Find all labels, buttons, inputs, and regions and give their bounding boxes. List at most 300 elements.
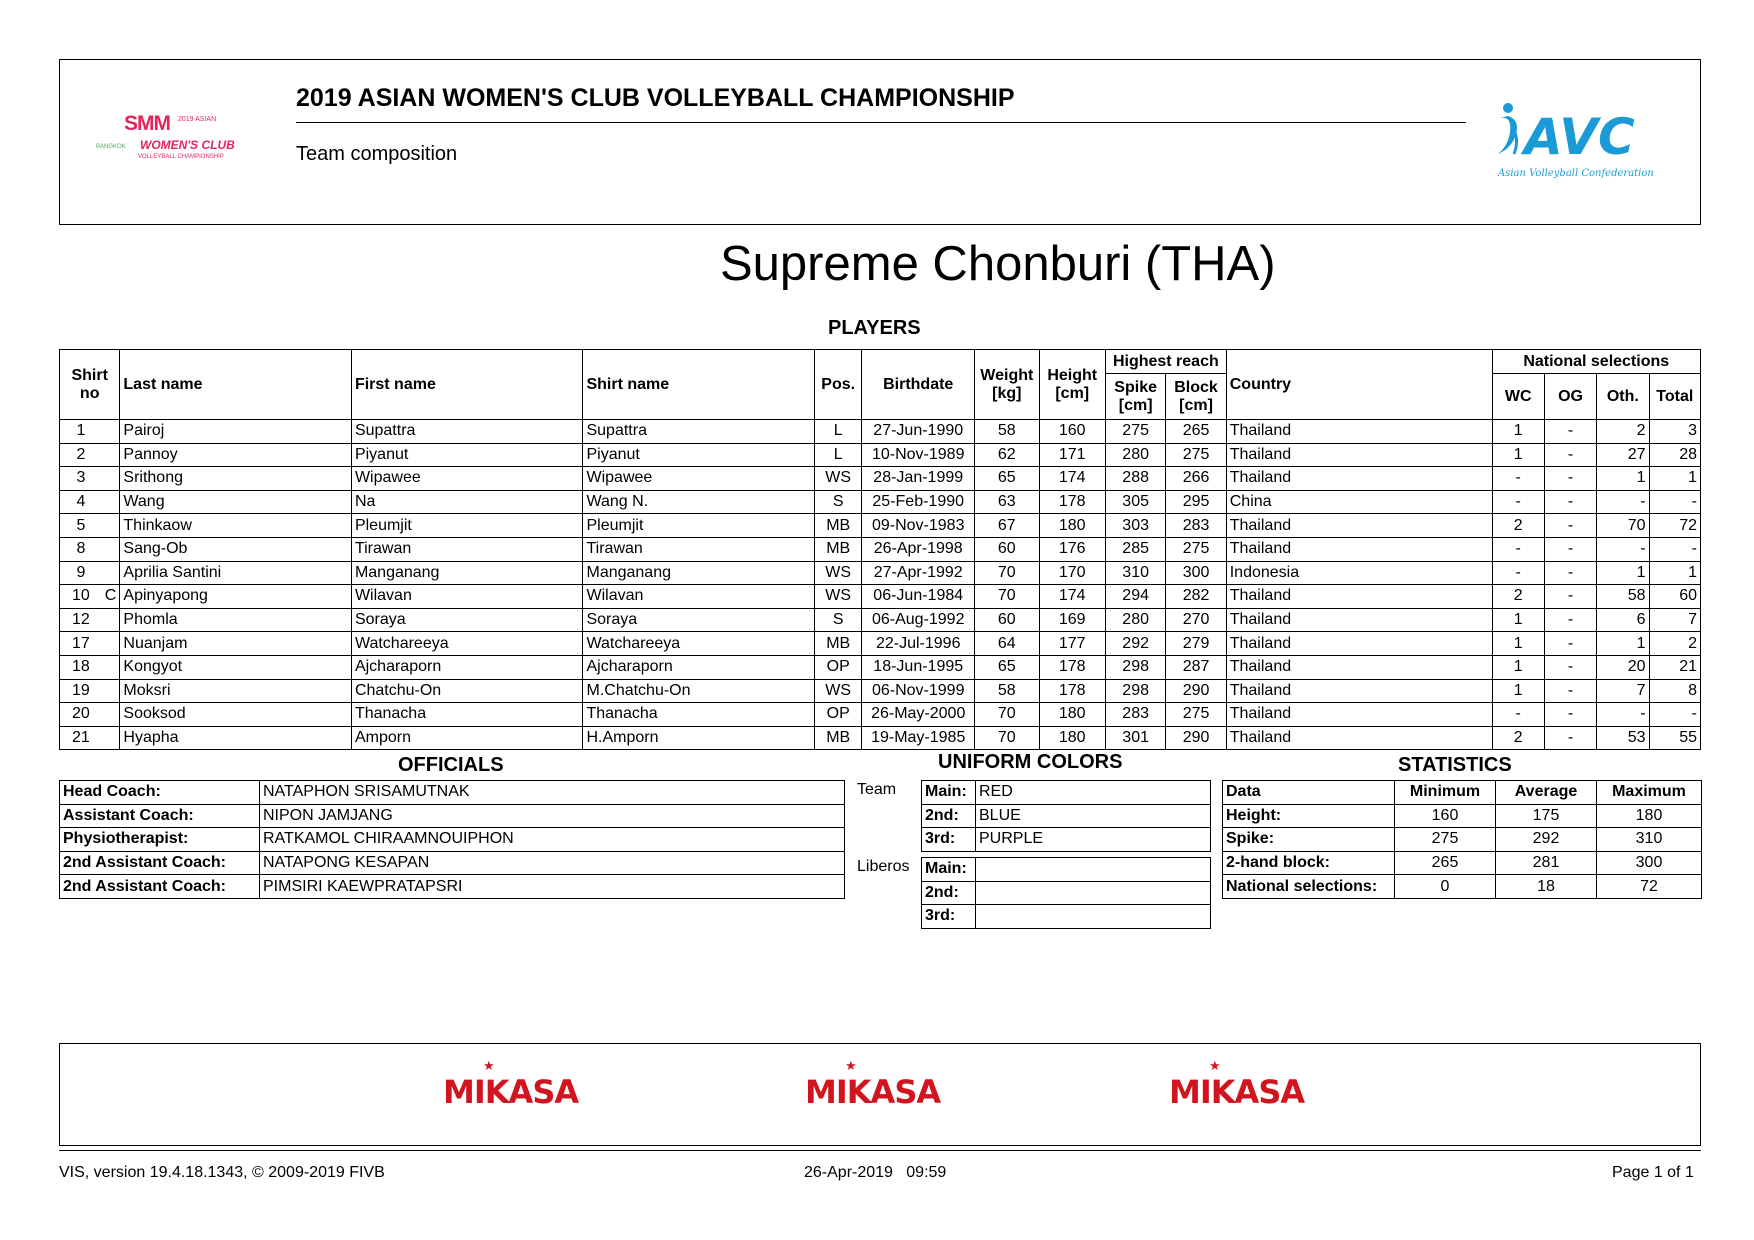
star-icon: ★ [483,1059,494,1074]
player-block-cell: 275 [1166,443,1226,467]
statistics-heading: STATISTICS [1398,754,1512,776]
player-last-cell: Pairoj [120,420,352,444]
uniform-team-label: 3rd: [922,828,976,852]
player-row [60,679,1701,703]
player-total-cell: - [1649,537,1700,561]
col-total: Total [1649,374,1700,420]
uniform-libero-label: Main: [922,858,976,882]
stats-col-min: Minimum [1395,781,1496,805]
player-first-cell: Amporn [351,726,583,750]
player-no-cell: 8 [60,537,102,561]
player-shirt-cell: Wilavan [583,585,815,609]
player-wc-cell: - [1492,467,1544,491]
player-country-cell: Thailand [1226,585,1492,609]
officials-heading: OFFICIALS [398,754,504,776]
player-wc-cell: 2 [1492,726,1544,750]
uniform-team-label: 2nd: [922,804,976,828]
player-shirt-cell: Pleumjit [583,514,815,538]
player-first-cell: Thanacha [351,703,583,727]
player-country-cell: Thailand [1226,467,1492,491]
official-row [60,875,845,899]
player-oth-cell: 1 [1597,561,1649,585]
uniform-team-label: Team [857,781,897,798]
player-weight-cell: 60 [975,608,1039,632]
stats-avg-cell: 281 [1496,851,1597,875]
uniform-team-table [921,780,1211,852]
player-row [60,703,1701,727]
official-row [60,828,845,852]
player-birth-cell: 27-Jun-1990 [862,420,975,444]
official-row [60,804,845,828]
stats-max-cell: 72 [1597,875,1702,899]
player-spike-cell: 283 [1105,703,1165,727]
player-wc-cell: 2 [1492,514,1544,538]
player-first-cell: Chatchu-On [351,679,583,703]
player-og-cell: - [1544,655,1596,679]
player-no-cell: 17 [60,632,102,656]
col-wc: WC [1492,374,1544,420]
player-spike-cell: 310 [1105,561,1165,585]
player-wc-cell: 1 [1492,443,1544,467]
statistics-header-row [1223,781,1702,805]
player-birth-cell: 26-May-2000 [862,703,975,727]
player-pos-cell: WS [815,561,862,585]
player-cap-cell [102,561,120,585]
statistics-row [1223,804,1702,828]
player-weight-cell: 62 [975,443,1039,467]
player-last-cell: Sang-Ob [120,537,352,561]
player-last-cell: Wang [120,490,352,514]
player-pos-cell: L [815,443,862,467]
player-block-cell: 275 [1166,703,1226,727]
player-birth-cell: 28-Jan-1999 [862,467,975,491]
svg-text:AVC: AVC [1524,108,1635,166]
stats-min-cell: 265 [1395,851,1496,875]
player-no-cell: 9 [60,561,102,585]
uniform-team-label: Main: [922,781,976,805]
uniform-team-row [922,828,1211,852]
player-oth-cell: 53 [1597,726,1649,750]
player-wc-cell: 1 [1492,632,1544,656]
player-first-cell: Soraya [351,608,583,632]
sponsor-logo-2 [805,1059,941,1111]
player-country-cell: Thailand [1226,679,1492,703]
player-weight-cell: 65 [975,467,1039,491]
player-no-cell: 2 [60,443,102,467]
players-table [59,349,1701,750]
col-weight: Weight [kg] [975,350,1039,420]
player-birth-cell: 27-Apr-1992 [862,561,975,585]
statistics-row [1223,828,1702,852]
player-wc-cell: 1 [1492,608,1544,632]
event-logo-side-text: BANGKOK [96,144,126,150]
player-weight-cell: 70 [975,585,1039,609]
player-spike-cell: 294 [1105,585,1165,609]
player-last-cell: Sooksod [120,703,352,727]
player-cap-cell [102,467,120,491]
player-last-cell: Apinyapong [120,585,352,609]
player-shirt-cell: Ajcharaporn [583,655,815,679]
event-logo-year: 2019 ASIAN [178,116,217,123]
player-weight-cell: 64 [975,632,1039,656]
player-wc-cell: - [1492,703,1544,727]
player-row [60,514,1701,538]
sponsor-logo-3-text: MIKASA [1169,1073,1305,1111]
official-role: Physiotherapist: [60,828,260,852]
player-pos-cell: WS [815,467,862,491]
stats-avg-cell: 175 [1496,804,1597,828]
player-total-cell: 8 [1649,679,1700,703]
player-country-cell: Indonesia [1226,561,1492,585]
player-last-cell: Hyapha [120,726,352,750]
player-cap-cell [102,514,120,538]
sponsor-logo-3 [1169,1059,1305,1111]
uniform-libero-value [976,858,1211,882]
player-birth-cell: 22-Jul-1996 [862,632,975,656]
official-name: PIMSIRI KAEWPRATAPSRI [260,875,845,899]
player-og-cell: - [1544,514,1596,538]
player-first-cell: Tirawan [351,537,583,561]
player-oth-cell: 7 [1597,679,1649,703]
team-title: Supreme Chonburi (THA) [720,237,1276,291]
player-birth-cell: 09-Nov-1983 [862,514,975,538]
player-birth-cell: 10-Nov-1989 [862,443,975,467]
statistics-table [1222,780,1702,899]
players-body [60,420,1701,750]
player-og-cell: - [1544,490,1596,514]
player-spike-cell: 275 [1105,420,1165,444]
player-cap-cell [102,703,120,727]
player-no-cell: 4 [60,490,102,514]
players-heading: PLAYERS [828,317,921,339]
player-og-cell: - [1544,585,1596,609]
player-weight-cell: 60 [975,537,1039,561]
stats-max-cell: 310 [1597,828,1702,852]
col-shirt-no: Shirt no [60,350,120,420]
player-height-cell: 178 [1039,679,1105,703]
player-wc-cell: 1 [1492,679,1544,703]
player-weight-cell: 70 [975,561,1039,585]
player-first-cell: Ajcharaporn [351,655,583,679]
player-shirt-cell: Supattra [583,420,815,444]
player-height-cell: 180 [1039,703,1105,727]
statistics-row [1223,851,1702,875]
uniform-team-value: BLUE [976,804,1211,828]
player-birth-cell: 06-Nov-1999 [862,679,975,703]
player-last-cell: Thinkaow [120,514,352,538]
player-spike-cell: 301 [1105,726,1165,750]
player-total-cell: 28 [1649,443,1700,467]
col-block: Block [cm] [1166,374,1226,420]
player-block-cell: 266 [1166,467,1226,491]
player-og-cell: - [1544,632,1596,656]
player-country-cell: Thailand [1226,703,1492,727]
player-no-cell: 10 [60,585,102,609]
player-cap-cell: C [102,585,120,609]
uniform-libero-row [922,858,1211,882]
player-no-cell: 5 [60,514,102,538]
col-oth: Oth. [1597,374,1649,420]
player-country-cell: China [1226,490,1492,514]
player-first-cell: Na [351,490,583,514]
col-country: Country [1226,350,1492,420]
player-cap-cell [102,537,120,561]
player-first-cell: Piyanut [351,443,583,467]
col-shirt-name: Shirt name [583,350,815,420]
player-oth-cell: 20 [1597,655,1649,679]
player-weight-cell: 63 [975,490,1039,514]
event-logo-subtitle: VOLLEYBALL CHAMPIONSHIP [138,154,224,160]
player-total-cell: 7 [1649,608,1700,632]
uniform-heading: UNIFORM COLORS [938,751,1123,773]
player-pos-cell: S [815,490,862,514]
player-shirt-cell: Watchareeya [583,632,815,656]
document-subtitle: Team composition [296,143,458,165]
player-height-cell: 180 [1039,514,1105,538]
player-block-cell: 290 [1166,726,1226,750]
col-national-selections: National selections [1492,350,1701,374]
statistics-row [1223,875,1702,899]
player-block-cell: 275 [1166,537,1226,561]
player-total-cell: 1 [1649,561,1700,585]
player-height-cell: 176 [1039,537,1105,561]
player-total-cell: 60 [1649,585,1700,609]
player-shirt-cell: Soraya [583,608,815,632]
player-height-cell: 178 [1039,655,1105,679]
player-og-cell: - [1544,726,1596,750]
player-oth-cell: 27 [1597,443,1649,467]
player-shirt-cell: Wipawee [583,467,815,491]
player-row [60,632,1701,656]
col-last-name: Last name [120,350,352,420]
footer-divider [59,1150,1701,1151]
player-last-cell: Pannoy [120,443,352,467]
player-no-cell: 21 [60,726,102,750]
player-pos-cell: MB [815,537,862,561]
player-oth-cell: - [1597,537,1649,561]
player-block-cell: 300 [1166,561,1226,585]
footer-version: VIS, version 19.4.18.1343, © 2009-2019 FIVB [59,1164,385,1181]
uniform-libero-label: 3rd: [922,905,976,929]
player-total-cell: 2 [1649,632,1700,656]
player-no-cell: 1 [60,420,102,444]
player-weight-cell: 70 [975,726,1039,750]
player-shirt-cell: Wang N. [583,490,815,514]
player-og-cell: - [1544,703,1596,727]
player-row [60,608,1701,632]
player-height-cell: 174 [1039,467,1105,491]
player-first-cell: Supattra [351,420,583,444]
player-shirt-cell: Piyanut [583,443,815,467]
stats-label-cell: Spike: [1223,828,1395,852]
official-role: 2nd Assistant Coach: [60,851,260,875]
player-country-cell: Thailand [1226,443,1492,467]
sponsor-logo-1-text: MIKASA [443,1073,579,1111]
player-first-cell: Wilavan [351,585,583,609]
player-cap-cell [102,655,120,679]
official-role: Head Coach: [60,781,260,805]
col-birthdate: Birthdate [862,350,975,420]
player-no-cell: 3 [60,467,102,491]
player-spike-cell: 280 [1105,443,1165,467]
player-shirt-cell: Thanacha [583,703,815,727]
player-spike-cell: 280 [1105,608,1165,632]
footer-timestamp: 26-Apr-2019 09:59 [804,1164,947,1181]
player-height-cell: 177 [1039,632,1105,656]
player-no-cell: 12 [60,608,102,632]
player-height-cell: 160 [1039,420,1105,444]
player-last-cell: Srithong [120,467,352,491]
player-cap-cell [102,632,120,656]
stats-col-avg: Average [1496,781,1597,805]
uniform-team-value: PURPLE [976,828,1211,852]
player-spike-cell: 305 [1105,490,1165,514]
player-last-cell: Aprilia Santini [120,561,352,585]
stats-min-cell: 275 [1395,828,1496,852]
header-divider [296,122,1466,123]
player-country-cell: Thailand [1226,514,1492,538]
player-wc-cell: - [1492,490,1544,514]
player-pos-cell: WS [815,585,862,609]
player-first-cell: Watchareeya [351,632,583,656]
uniform-libero-table [921,857,1211,929]
player-block-cell: 295 [1166,490,1226,514]
player-country-cell: Thailand [1226,726,1492,750]
player-oth-cell: 1 [1597,632,1649,656]
player-block-cell: 287 [1166,655,1226,679]
stats-col-data: Data [1223,781,1395,805]
player-shirt-cell: H.Amporn [583,726,815,750]
player-total-cell: 1 [1649,467,1700,491]
stats-avg-cell: 18 [1496,875,1597,899]
player-shirt-cell: Manganang [583,561,815,585]
player-country-cell: Thailand [1226,537,1492,561]
player-country-cell: Thailand [1226,655,1492,679]
uniform-libero-row [922,905,1211,929]
col-pos: Pos. [815,350,862,420]
avc-tagline: Asian Volleyball Confederation [1498,168,1654,179]
player-og-cell: - [1544,608,1596,632]
player-last-cell: Phomla [120,608,352,632]
event-logo-name: WOMEN'S CLUB [140,138,235,152]
player-pos-cell: L [815,420,862,444]
player-spike-cell: 298 [1105,679,1165,703]
player-oth-cell: 70 [1597,514,1649,538]
col-height: Height [cm] [1039,350,1105,420]
player-shirt-cell: M.Chatchu-On [583,679,815,703]
sponsor-logo-2-text: MIKASA [805,1073,941,1111]
event-title: 2019 ASIAN WOMEN'S CLUB VOLLEYBALL CHAMPIONSHIP [296,84,1015,112]
player-row [60,443,1701,467]
player-height-cell: 178 [1039,490,1105,514]
player-total-cell: 3 [1649,420,1700,444]
footer-page-number: Page 1 of 1 [1612,1164,1694,1181]
stats-max-cell: 300 [1597,851,1702,875]
player-cap-cell [102,726,120,750]
player-wc-cell: 1 [1492,420,1544,444]
player-first-cell: Pleumjit [351,514,583,538]
player-pos-cell: MB [815,632,862,656]
player-row [60,537,1701,561]
official-row [60,781,845,805]
player-row [60,561,1701,585]
uniform-libero-body [922,858,1211,929]
player-row [60,655,1701,679]
player-total-cell: 72 [1649,514,1700,538]
player-birth-cell: 26-Apr-1998 [862,537,975,561]
player-wc-cell: - [1492,537,1544,561]
player-first-cell: Manganang [351,561,583,585]
player-birth-cell: 19-May-1985 [862,726,975,750]
official-name: NIPON JAMJANG [260,804,845,828]
player-total-cell: - [1649,703,1700,727]
col-spike: Spike [cm] [1105,374,1165,420]
col-og: OG [1544,374,1596,420]
player-weight-cell: 58 [975,679,1039,703]
player-height-cell: 171 [1039,443,1105,467]
player-block-cell: 270 [1166,608,1226,632]
stats-label-cell: Height: [1223,804,1395,828]
player-total-cell: 55 [1649,726,1700,750]
player-height-cell: 170 [1039,561,1105,585]
player-oth-cell: 2 [1597,420,1649,444]
official-name: NATAPHON SRISAMUTNAK [260,781,845,805]
player-spike-cell: 288 [1105,467,1165,491]
uniform-libero-label: Liberos [857,858,910,875]
player-height-cell: 174 [1039,585,1105,609]
player-cap-cell [102,420,120,444]
player-row [60,726,1701,750]
uniform-libero-value [976,905,1211,929]
officials-table [59,780,845,899]
player-wc-cell: - [1492,561,1544,585]
player-row [60,585,1701,609]
player-pos-cell: MB [815,514,862,538]
player-weight-cell: 70 [975,703,1039,727]
player-pos-cell: MB [815,726,862,750]
player-pos-cell: S [815,608,862,632]
player-country-cell: Thailand [1226,608,1492,632]
player-oth-cell: 6 [1597,608,1649,632]
stats-max-cell: 180 [1597,804,1702,828]
official-row [60,851,845,875]
player-cap-cell [102,679,120,703]
avc-logo [1494,98,1674,188]
player-shirt-cell: Tirawan [583,537,815,561]
player-spike-cell: 285 [1105,537,1165,561]
player-oth-cell: - [1597,490,1649,514]
official-name: NATAPONG KESAPAN [260,851,845,875]
player-block-cell: 283 [1166,514,1226,538]
stats-label-cell: National selections: [1223,875,1395,899]
player-no-cell: 20 [60,703,102,727]
player-oth-cell: 1 [1597,467,1649,491]
sponsor-logo-1 [443,1059,579,1111]
official-role: Assistant Coach: [60,804,260,828]
player-og-cell: - [1544,420,1596,444]
player-last-cell: Kongyot [120,655,352,679]
player-last-cell: Nuanjam [120,632,352,656]
player-no-cell: 19 [60,679,102,703]
player-block-cell: 265 [1166,420,1226,444]
statistics-body [1223,804,1702,898]
player-cap-cell [102,443,120,467]
player-spike-cell: 292 [1105,632,1165,656]
player-birth-cell: 06-Jun-1984 [862,585,975,609]
player-row [60,490,1701,514]
uniform-team-row [922,781,1211,805]
player-row [60,420,1701,444]
